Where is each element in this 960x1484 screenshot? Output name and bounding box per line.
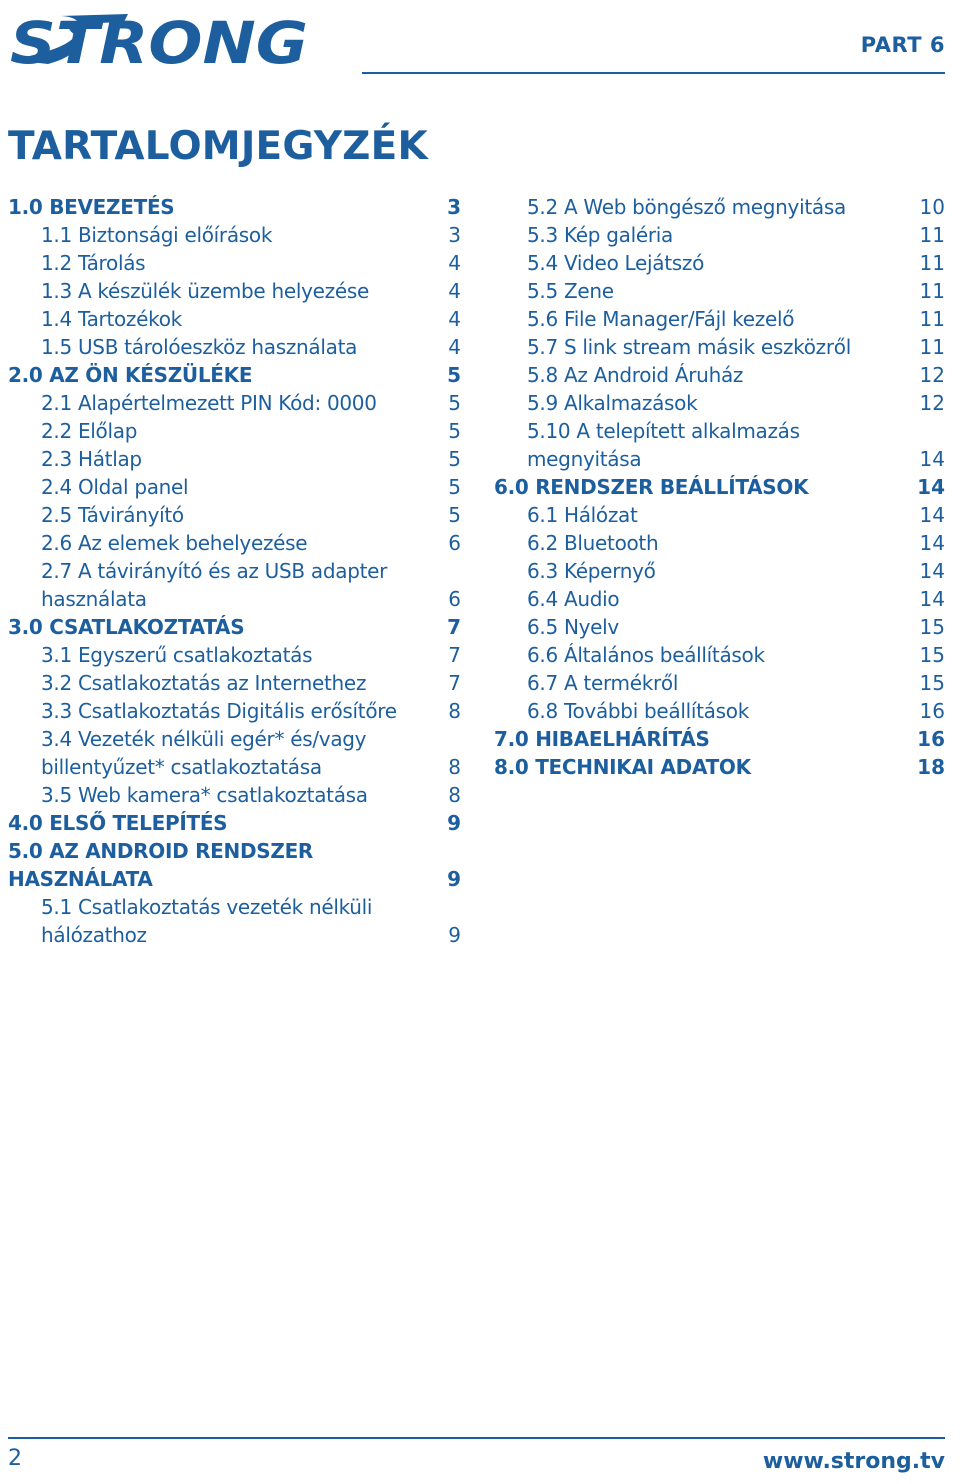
toc-entry-page: 9 <box>447 811 461 835</box>
toc-entry[interactable] <box>8 613 461 641</box>
toc-entry-page: 12 <box>919 391 945 415</box>
toc-entry-page: 11 <box>919 307 945 331</box>
toc-entry-page: 8 <box>448 755 461 779</box>
toc-entry-label: 7.0 HIBAELHÁRÍTÁS <box>494 727 710 751</box>
part-label: PART 6 <box>860 33 945 57</box>
toc-entry-page: 11 <box>919 335 945 359</box>
toc-entry-page: 4 <box>448 251 461 275</box>
toc-entry[interactable] <box>494 613 945 641</box>
toc-entry[interactable] <box>8 781 461 809</box>
toc-entry-label: 5.8 Az Android Áruház <box>527 363 744 387</box>
toc-entry[interactable] <box>8 305 461 333</box>
toc-entry-label: 1.1 Biztonsági előírások <box>41 223 273 247</box>
toc-entry[interactable] <box>8 529 461 557</box>
toc-entry-page: 18 <box>917 755 945 779</box>
toc-entry-label: 6.8 További beállítások <box>527 699 749 723</box>
toc-entry-page: 4 <box>448 335 461 359</box>
toc-entry[interactable] <box>8 641 461 669</box>
toc-entry-label: 2.0 AZ ÖN KÉSZÜLÉKE <box>8 363 253 387</box>
toc-entry-label: 5.1 Csatlakoztatás vezeték nélküli hálózathoz <box>41 895 373 947</box>
toc-entry[interactable] <box>8 893 461 949</box>
toc-entry-page: 5 <box>447 363 461 387</box>
toc-entry-label: 5.2 A Web böngésző megnyitása <box>527 195 846 219</box>
toc-entry-label: 8.0 TECHNIKAI ADATOK <box>494 755 751 779</box>
toc-entry-page: 14 <box>919 503 945 527</box>
toc-entry[interactable] <box>494 669 945 697</box>
toc-entry-label: 2.1 Alapértelmezett PIN Kód: 0000 <box>41 391 377 415</box>
toc-entry-page: 15 <box>919 643 945 667</box>
logo-wordmark: STRONG <box>10 9 309 70</box>
toc-entry[interactable] <box>494 417 945 473</box>
toc-entry[interactable] <box>494 193 945 221</box>
toc-entry-label: 2.2 Előlap <box>41 419 138 443</box>
toc-entry-label: 2.5 Távirányító <box>41 503 184 527</box>
toc-entry[interactable] <box>494 501 945 529</box>
toc-entry-label: 5.10 A telepített alkalmazás megnyitása <box>527 419 800 471</box>
toc-entry-page: 6 <box>448 531 461 555</box>
toc-entry-page: 6 <box>448 587 461 611</box>
toc-entry[interactable] <box>8 361 461 389</box>
toc-entry-page: 4 <box>448 307 461 331</box>
toc-entry-label: 6.3 Képernyő <box>527 559 656 583</box>
toc-entry[interactable] <box>494 641 945 669</box>
toc-entry-page: 12 <box>919 363 945 387</box>
toc-entry-page: 3 <box>448 223 461 247</box>
toc-entry-page: 11 <box>919 279 945 303</box>
toc-entry-label: 2.3 Hátlap <box>41 447 142 471</box>
toc-entry[interactable] <box>494 697 945 725</box>
toc-entry-label: 3.0 CSATLAKOZTATÁS <box>8 615 245 639</box>
toc-entry-label: 3.1 Egyszerű csatlakoztatás <box>41 643 313 667</box>
toc-entry-label: 1.3 A készülék üzembe helyezése <box>41 279 369 303</box>
header-divider <box>362 72 945 74</box>
toc-entry-label: 1.0 BEVEZETÉS <box>8 195 175 219</box>
toc-entry-label: 2.7 A távirányító és az USB adapter használata <box>41 559 388 611</box>
toc-entry[interactable] <box>8 809 461 837</box>
toc-entry[interactable] <box>494 249 945 277</box>
toc-entry-label: 5.4 Video Lejátszó <box>527 251 705 275</box>
toc-entry-label: 2.4 Oldal panel <box>41 475 189 499</box>
toc-entry[interactable] <box>494 333 945 361</box>
toc-entry-page: 16 <box>917 727 945 751</box>
toc-entry-label: 6.0 RENDSZER BEÁLLÍTÁSOK <box>494 475 809 499</box>
toc-entry-label: 5.0 AZ ANDROID RENDSZER HASZNÁLATA <box>8 839 314 891</box>
toc-entry[interactable] <box>8 417 461 445</box>
toc-entry-label: 3.4 Vezeték nélküli egér* és/vagy billentyűzet* csatlakoztatása <box>41 727 367 779</box>
toc-entry-label: 5.9 Alkalmazások <box>527 391 698 415</box>
toc-entry-page: 7 <box>447 615 461 639</box>
toc-entry-page: 7 <box>448 671 461 695</box>
toc-entry[interactable] <box>8 557 461 613</box>
toc-right-column <box>494 193 945 781</box>
toc-entry-page: 11 <box>919 223 945 247</box>
toc-entry-label: 1.4 Tartozékok <box>41 307 182 331</box>
toc-entry-page: 8 <box>448 783 461 807</box>
toc-entry-page: 5 <box>448 447 461 471</box>
toc-entry[interactable] <box>8 697 461 725</box>
toc-entry[interactable] <box>494 585 945 613</box>
toc-entry-page: 10 <box>919 195 945 219</box>
toc-entry-label: 5.7 S link stream másik eszközről <box>527 335 851 359</box>
toc-entry-page: 3 <box>447 195 461 219</box>
toc-entry-page: 5 <box>448 419 461 443</box>
toc-entry-page: 14 <box>919 447 945 471</box>
toc-entry[interactable] <box>8 837 461 893</box>
toc-entry[interactable] <box>8 249 461 277</box>
toc-entry[interactable] <box>494 753 945 781</box>
toc-entry-label: 3.2 Csatlakoztatás az Internethez <box>41 671 367 695</box>
toc-entry-page: 9 <box>448 923 461 947</box>
toc-entry-page: 14 <box>919 531 945 555</box>
toc-entry[interactable] <box>494 389 945 417</box>
toc-entry-page: 9 <box>447 867 461 891</box>
toc-entry-label: 4.0 ELSŐ TELEPÍTÉS <box>8 811 228 835</box>
toc-entry-page: 14 <box>917 475 945 499</box>
toc-entry[interactable] <box>8 445 461 473</box>
toc-entry-label: 5.3 Kép galéria <box>527 223 673 247</box>
toc-entry[interactable] <box>8 669 461 697</box>
toc-entry-label: 3.5 Web kamera* csatlakoztatása <box>41 783 368 807</box>
toc-entry-label: 3.3 Csatlakoztatás Digitális erősítőre <box>41 699 397 723</box>
toc-entry-page: 5 <box>448 503 461 527</box>
toc-entry-label: 6.6 Általános beállítások <box>527 643 765 667</box>
toc-entry[interactable] <box>8 333 461 361</box>
toc-entry-page: 14 <box>919 587 945 611</box>
toc-entry-label: 6.4 Audio <box>527 587 620 611</box>
website-link[interactable]: www.strong.tv <box>762 1449 945 1474</box>
page-title: TARTALOMJEGYZÉK <box>8 124 428 169</box>
toc-entry-page: 16 <box>919 699 945 723</box>
footer-divider <box>8 1437 945 1439</box>
toc-entry-label: 5.6 File Manager/Fájl kezelő <box>527 307 795 331</box>
toc-entry-page: 4 <box>448 279 461 303</box>
toc-entry[interactable] <box>494 277 945 305</box>
toc-left-column <box>8 193 461 949</box>
toc-entry[interactable] <box>8 501 461 529</box>
toc-entry[interactable] <box>494 473 945 501</box>
toc-entry-page: 5 <box>448 475 461 499</box>
toc-entry[interactable] <box>8 221 461 249</box>
toc-entry-page: 15 <box>919 615 945 639</box>
toc-entry[interactable] <box>8 473 461 501</box>
toc-entry-label: 1.5 USB tárolóeszköz használata <box>41 335 358 359</box>
strong-logo <box>8 8 310 70</box>
toc-entry[interactable] <box>8 725 461 781</box>
toc-entry[interactable] <box>494 361 945 389</box>
toc-entry-label: 5.5 Zene <box>527 279 614 303</box>
toc-entry[interactable] <box>494 221 945 249</box>
toc-entry-page: 14 <box>919 559 945 583</box>
toc-entry[interactable] <box>8 277 461 305</box>
toc-entry[interactable] <box>494 529 945 557</box>
toc-entry[interactable] <box>494 557 945 585</box>
page-number: 2 <box>8 1446 22 1471</box>
toc-entry-page: 5 <box>448 391 461 415</box>
toc-entry-page: 11 <box>919 251 945 275</box>
toc-entry[interactable] <box>494 725 945 753</box>
toc-entry-page: 15 <box>919 671 945 695</box>
toc-entry-label: 1.2 Tárolás <box>41 251 146 275</box>
toc-entry-page: 8 <box>448 699 461 723</box>
toc-entry[interactable] <box>494 305 945 333</box>
toc-entry-label: 6.2 Bluetooth <box>527 531 659 555</box>
toc-entry-label: 2.6 Az elemek behelyezése <box>41 531 308 555</box>
toc-entry-label: 6.5 Nyelv <box>527 615 619 639</box>
toc-entry[interactable] <box>8 389 461 417</box>
toc-entry-label: 6.1 Hálózat <box>527 503 638 527</box>
toc-entry-page: 7 <box>448 643 461 667</box>
toc-entry[interactable] <box>8 193 461 221</box>
toc-entry-label: 6.7 A termékről <box>527 671 679 695</box>
